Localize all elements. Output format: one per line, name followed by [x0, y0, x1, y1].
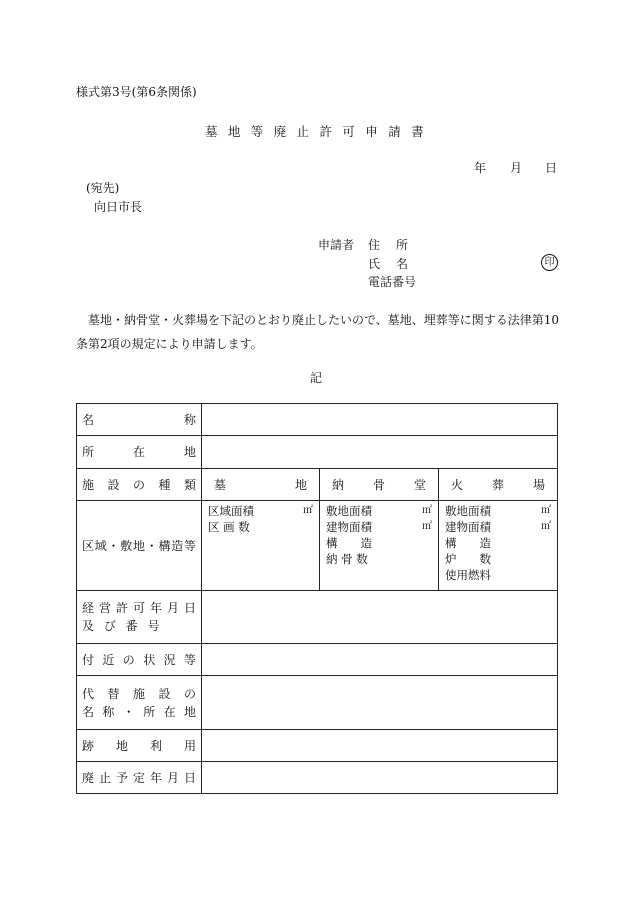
form-number: 様式第3号(第6条関係) [76, 85, 197, 99]
site-use-label: 跡地利用 [82, 738, 196, 753]
area-label-cell [77, 501, 202, 591]
surroundings-label: 付近の状況等 [82, 652, 196, 667]
name-label-cell [77, 404, 202, 436]
date-year-label: 年 [474, 161, 487, 175]
table-row [77, 591, 558, 644]
col-cemetery-header: 墓地 [202, 469, 320, 501]
permit-label-line1: 経営許可年月日 [82, 601, 196, 615]
table-row [77, 762, 558, 794]
permit-label-cell [77, 591, 202, 644]
facility-type-label: 施設の種類 [82, 477, 196, 492]
abolish-date-field[interactable] [202, 762, 558, 794]
abolish-date-label-cell [77, 762, 202, 794]
list-item: 区域面積 ㎡ [208, 504, 313, 518]
date-month-label: 月 [510, 161, 523, 175]
seal-icon: 印 [541, 254, 558, 271]
applicant-name-label: 氏 名 [368, 257, 411, 271]
alt-facility-label-line1: 代替施設の [82, 686, 196, 701]
name-label: 名称 [82, 412, 196, 427]
addressee-name: 向日市長 [94, 200, 143, 214]
addressee-label: (宛先) [86, 181, 120, 195]
permit-label-line2: 及び番号 [82, 619, 160, 633]
list-item: 構 造 [326, 536, 372, 550]
ossuary-details-cell[interactable] [320, 501, 439, 591]
area-label: 区域・敷地・構造等 [82, 538, 196, 553]
page-title: 墓地等廃止許可申請書 [205, 124, 435, 139]
list-item: 使用燃料 [445, 568, 491, 582]
table-row [77, 730, 558, 762]
alt-facility-field[interactable] [202, 676, 558, 730]
location-field[interactable] [202, 436, 558, 469]
list-item: 敷地面積 ㎡ [445, 504, 552, 518]
facility-type-label-cell [77, 469, 202, 501]
alt-facility-label-cell [77, 676, 202, 730]
site-use-label-cell [77, 730, 202, 762]
table-row [77, 501, 558, 591]
ki-heading: 記 [310, 371, 323, 385]
applicant-address-label: 住 所 [368, 238, 411, 252]
application-table [76, 403, 558, 794]
list-item: 納 骨 数 [326, 552, 368, 566]
abolish-date-label: 廃止予定年月日 [82, 770, 196, 785]
table-row [77, 469, 558, 501]
table-row [77, 404, 558, 436]
alt-facility-label-line2: 名称・所在地 [82, 704, 196, 719]
cemetery-details-cell[interactable] [202, 501, 320, 591]
site-use-field[interactable] [202, 730, 558, 762]
applicant-label: 申請者 [318, 238, 355, 252]
surroundings-field[interactable] [202, 644, 558, 676]
list-item: 建物面積 ㎡ [445, 520, 552, 534]
table-row [77, 436, 558, 469]
list-item: 区 画 数 [208, 520, 250, 534]
list-item: 構 造 [445, 536, 491, 550]
list-item: 炉 数 [445, 552, 491, 566]
permit-field[interactable] [202, 591, 558, 644]
location-label-cell [77, 436, 202, 469]
list-item: 建物面積 ㎡ [326, 520, 432, 534]
name-field[interactable] [202, 404, 558, 436]
list-item: 敷地面積 ㎡ [326, 504, 432, 518]
applicant-phone-label: 電話番号 [368, 275, 417, 289]
table-row [77, 644, 558, 676]
crematorium-details-cell[interactable] [439, 501, 558, 591]
location-label: 所在地 [82, 445, 196, 459]
application-statement: 墓地・納骨堂・火葬場を下記のとおり廃止したいので、墓地、埋葬等に関する法律第10条第2項の規定により申請します。 [76, 313, 560, 351]
col-crematorium-header: 火葬場 [439, 469, 558, 501]
surroundings-label-cell [77, 644, 202, 676]
col-ossuary-header: 納骨堂 [320, 469, 439, 501]
date-day-label: 日 [545, 161, 558, 175]
table-row [77, 676, 558, 730]
